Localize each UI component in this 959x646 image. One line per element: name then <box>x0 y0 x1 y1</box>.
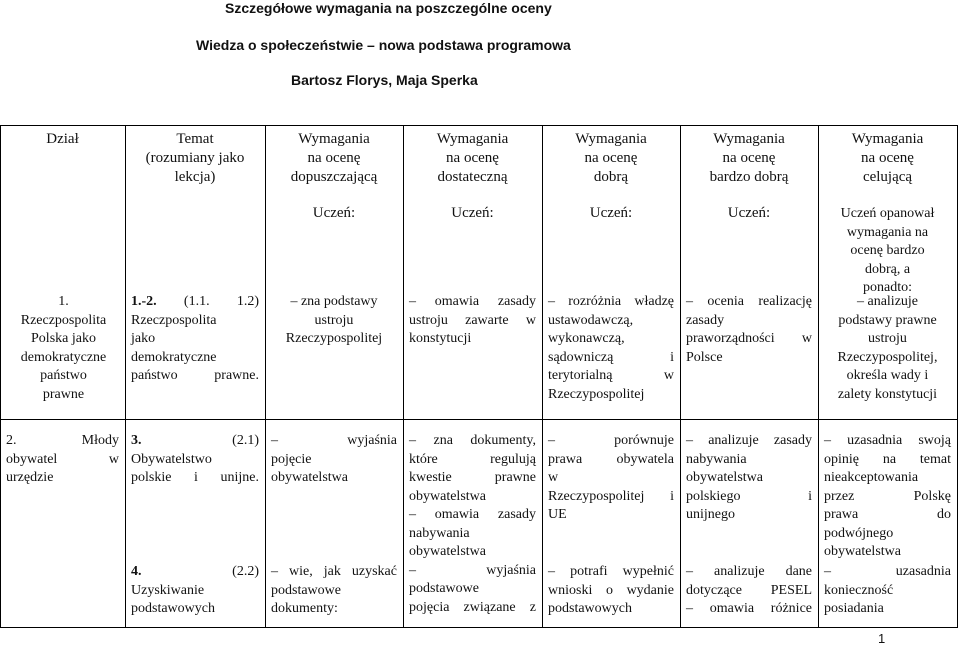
row2-dostateczna-line: nabywania <box>409 525 470 541</box>
row1-dobra-line: sądowniczą i <box>548 349 674 365</box>
row2-dostateczna-line: – wyjaśnia <box>409 562 536 578</box>
row1-dopuszczajaca <box>271 293 397 349</box>
header-dopuszczajaca-line: dopuszczającą <box>290 169 378 185</box>
row1-dobra-line: wykonawczą, <box>548 331 625 346</box>
row2-temat-b-line: podstawowych <box>131 601 215 616</box>
header-dostateczna-line: Wymagania <box>436 131 509 147</box>
row2-dopuszczajaca-a-line: obywatelstwa <box>271 470 348 485</box>
row2-celujaca-b <box>824 563 951 619</box>
row1-celujaca-line: ustroju <box>868 331 907 346</box>
table-rule <box>818 125 819 627</box>
row2-dostateczna-line: kwestie prawne <box>409 470 536 485</box>
row1-dopuszczajaca-line: – zna podstawy <box>290 294 378 309</box>
row2-dopuszczajaca-b <box>271 563 397 619</box>
table-rule <box>0 627 958 628</box>
header-dobra-line: Wymagania <box>575 131 647 147</box>
row2-bardzo-dobra-b <box>686 563 812 619</box>
row2-dopuszczajaca-b-line: dokumenty: <box>271 601 338 616</box>
header-temat-line: lekcja) <box>174 169 216 185</box>
row1-dzial-line: państwo <box>40 368 87 383</box>
header-dopuszczajaca <box>265 130 403 187</box>
row1-temat-line: 1.-2. (1.1. 1.2) <box>131 294 259 309</box>
row1-dostateczna <box>409 293 536 349</box>
table-rule <box>265 125 266 627</box>
header-temat <box>125 130 265 187</box>
uczen-celujaca-label-line: ocenę bardzo <box>850 243 925 258</box>
row2-bardzo-dobra-b-line: – analizuje dane <box>686 564 812 579</box>
header-bardzo-dobra-line: bardzo dobrą <box>709 169 789 185</box>
header-celujaca-line: na ocenę <box>861 150 914 166</box>
header-bardzo-dobra <box>680 130 818 187</box>
row1-temat <box>131 293 259 386</box>
row2-bardzo-dobra-a-line: polskiego i <box>686 488 812 504</box>
row2-temat-b-line: Uzyskiwanie <box>131 582 205 598</box>
header-dostateczna <box>403 130 542 187</box>
topic-number: 3. <box>131 433 142 448</box>
row1-bardzo-dobra <box>686 293 812 367</box>
uczen-celujaca-label-line: dobrą, a <box>864 261 911 277</box>
header-celujaca-line: celującą <box>862 169 913 185</box>
row2-dobra-b <box>548 563 674 619</box>
row2-celujaca-a-line: obywatelstwa <box>824 544 901 559</box>
row2-temat-a-line: polskie i unijne. <box>131 470 259 485</box>
header-celujaca <box>818 130 957 187</box>
document-authors: Bartosz Florys, Maja Sperka <box>291 72 478 88</box>
row2-dopuszczajaca-b-line: podstawowe <box>271 582 341 598</box>
header-dostateczna-line: na ocenę <box>446 150 499 166</box>
topic-number: 1.-2. <box>131 294 157 309</box>
row1-dobra <box>548 293 674 404</box>
row2-dostateczna-line: – zna dokumenty, <box>409 433 536 448</box>
uczen-celujaca-label <box>822 205 953 298</box>
row1-dostateczna-line: konstytucji <box>409 331 472 346</box>
header-dobra <box>542 130 680 187</box>
row1-dzial-line: 1. <box>58 294 69 309</box>
row2-dobra-b-line: – potrafi wypełnić <box>548 564 674 579</box>
row2-dobra-a-line: – porównuje <box>548 433 674 448</box>
table-rule <box>0 419 958 420</box>
row2-dostateczna-line: podstawowe <box>409 581 479 596</box>
row1-bardzo-dobra-line: zasady <box>686 312 725 328</box>
table-rule <box>0 125 1 627</box>
row1-dostateczna-line: ustroju zawarte w <box>409 312 536 328</box>
row2-dostateczna-line: obywatelstwa <box>409 488 486 504</box>
document-title: Szczegółowe wymagania na poszczególne oceny <box>225 0 552 16</box>
row2-dostateczna-line: obywatelstwa <box>409 544 486 559</box>
row2-bardzo-dobra-a-line: – analizuje zasady <box>686 433 812 448</box>
row1-dzial <box>6 293 121 404</box>
row1-bardzo-dobra-line: praworządności w <box>686 331 812 346</box>
row2-dzial-line: 2. Młody <box>6 433 119 448</box>
header-dopuszczajaca-line: Wymagania <box>298 131 370 147</box>
row2-temat-a-line: Obywatelstwo <box>131 451 212 467</box>
header-bardzo-dobra-line: na ocenę <box>722 150 776 166</box>
row2-dopuszczajaca-a-line: pojęcie <box>271 451 312 467</box>
row2-dzial-line: urzędzie <box>6 470 54 485</box>
row1-dobra-line: ustawodawczą, <box>548 312 634 328</box>
row2-celujaca-a <box>824 432 951 562</box>
row2-dobra-a <box>548 432 674 525</box>
row2-dostateczna-line: – omawia zasady <box>409 507 536 522</box>
row2-dobra-a-line: Rzeczypospolitej i <box>548 488 674 504</box>
header-dobra-line: na ocenę <box>584 150 638 166</box>
row1-dopuszczajaca-line: ustroju <box>314 312 354 328</box>
document-subtitle: Wiedza o społeczeństwie – nowa podstawa programowa <box>196 37 571 53</box>
row2-dobra-a-line: prawa obywatela <box>548 451 674 467</box>
topic-number: 4. <box>131 564 142 579</box>
row1-celujaca-line: Rzeczypospolitej, <box>837 349 938 365</box>
row2-bardzo-dobra-a-line: nabywania <box>686 451 747 467</box>
row2-dostateczna-line: pojęcia związane z <box>409 599 536 615</box>
table-rule <box>542 125 543 627</box>
row2-dopuszczajaca-b-line: – wie, jak uzyskać <box>271 564 397 579</box>
row1-dobra-line: terytorialną w <box>548 368 674 383</box>
row1-celujaca-line: zalety konstytucji <box>837 386 938 402</box>
table-rule <box>957 125 958 627</box>
row1-bardzo-dobra-line: – ocenia realizację <box>686 294 812 309</box>
row2-celujaca-b-line: posiadania <box>824 601 884 616</box>
header-dzial <box>0 130 125 149</box>
row2-celujaca-b-line: – uzasadnia <box>824 564 951 579</box>
row2-celujaca-b-line: konieczność <box>824 582 894 598</box>
row1-dopuszczajaca-line: Rzeczypospolitej <box>285 331 383 346</box>
table-rule <box>403 125 404 627</box>
table-rule <box>125 125 126 627</box>
header-bardzo-dobra-line: Wymagania <box>713 131 785 147</box>
row2-temat-b-line: 4. (2.2) <box>131 564 259 579</box>
row2-temat-a <box>131 432 259 488</box>
row1-temat-line: jako <box>131 331 156 346</box>
row2-bardzo-dobra-a-line: unijnego <box>686 507 735 522</box>
header-celujaca-line: Wymagania <box>851 131 924 147</box>
row1-celujaca <box>824 293 951 404</box>
row2-dobra-b-line: podstawowych <box>548 601 632 616</box>
row2-bardzo-dobra-b-line: dotyczące PESEL <box>686 582 812 598</box>
row2-dobra-a-line: w <box>548 470 559 485</box>
uczen-celujaca-label-line: wymagania na <box>846 224 929 240</box>
row2-celujaca-a-line: opinię na temat <box>824 451 951 467</box>
uczen-celujaca-label-line: ponadto: <box>863 280 912 295</box>
row2-celujaca-a-line: prawa do <box>824 507 951 522</box>
row1-dzial-line: Polska jako <box>31 331 96 346</box>
row2-temat-b <box>131 563 259 619</box>
row1-bardzo-dobra-line: Polsce <box>686 349 723 365</box>
row2-bardzo-dobra-a <box>686 432 812 525</box>
row1-temat-line: demokratyczne <box>131 349 217 365</box>
table-rule <box>680 125 681 627</box>
row1-dzial-line: demokratyczne <box>20 349 107 365</box>
row1-celujaca-line: – analizuje <box>856 294 919 309</box>
row1-dobra-line: – rozróżnia władzę <box>548 294 674 309</box>
row2-dopuszczajaca-a-line: – wyjaśnia <box>271 433 397 448</box>
row1-dostateczna-line: – omawia zasady <box>409 294 536 309</box>
table-rule <box>0 125 958 126</box>
uczen-label: Uczeń: <box>589 205 633 221</box>
row2-dostateczna <box>409 432 536 617</box>
uczen-celujaca-label-line: Uczeń opanował <box>840 206 935 221</box>
row1-temat-line: Rzeczpospolita <box>131 312 217 328</box>
row2-dopuszczajaca-a <box>271 432 397 488</box>
row2-bardzo-dobra-b-line: – omawia różnice <box>686 601 812 616</box>
row2-dzial <box>6 432 119 488</box>
row2-dobra-a-line: UE <box>548 507 567 522</box>
page-number: 1 <box>878 631 886 646</box>
row1-celujaca-line: określa wady i <box>846 368 929 383</box>
row2-dzial-line: obywatel w <box>6 451 119 467</box>
row2-celujaca-a-line: podwójnego <box>824 525 894 541</box>
row2-dostateczna-line: które regulują <box>409 451 536 467</box>
row1-dzial-line: Rzeczpospolita <box>20 312 107 328</box>
row2-dobra-b-line: wnioski o wydanie <box>548 582 674 598</box>
header-dostateczna-line: dostateczną <box>437 169 508 185</box>
row1-celujaca-line: podstawy prawne <box>838 312 937 328</box>
uczen-label: Uczeń: <box>312 205 356 221</box>
row1-dobra-line: Rzeczypospolitej <box>548 386 645 402</box>
row2-temat-a-line: 3. (2.1) <box>131 433 259 448</box>
row1-dzial-line: prawne <box>42 386 85 402</box>
header-dobra-line: dobrą <box>593 169 629 185</box>
row2-bardzo-dobra-a-line: obywatelstwa <box>686 470 763 485</box>
header-dopuszczajaca-line: na ocenę <box>307 150 361 166</box>
row2-celujaca-a-line: nieakceptowania <box>824 470 919 485</box>
uczen-label: Uczeń: <box>451 205 494 221</box>
header-temat-line: Temat <box>176 131 214 147</box>
header-temat-line: (rozumiany jako <box>145 150 245 166</box>
header-dzial-line: Dział <box>46 131 79 147</box>
row1-temat-line: państwo prawne. <box>131 368 259 383</box>
uczen-label: Uczeń: <box>727 205 771 221</box>
row2-celujaca-a-line: – uzasadnia swoją <box>824 433 951 448</box>
row2-celujaca-a-line: przez Polskę <box>824 488 951 504</box>
